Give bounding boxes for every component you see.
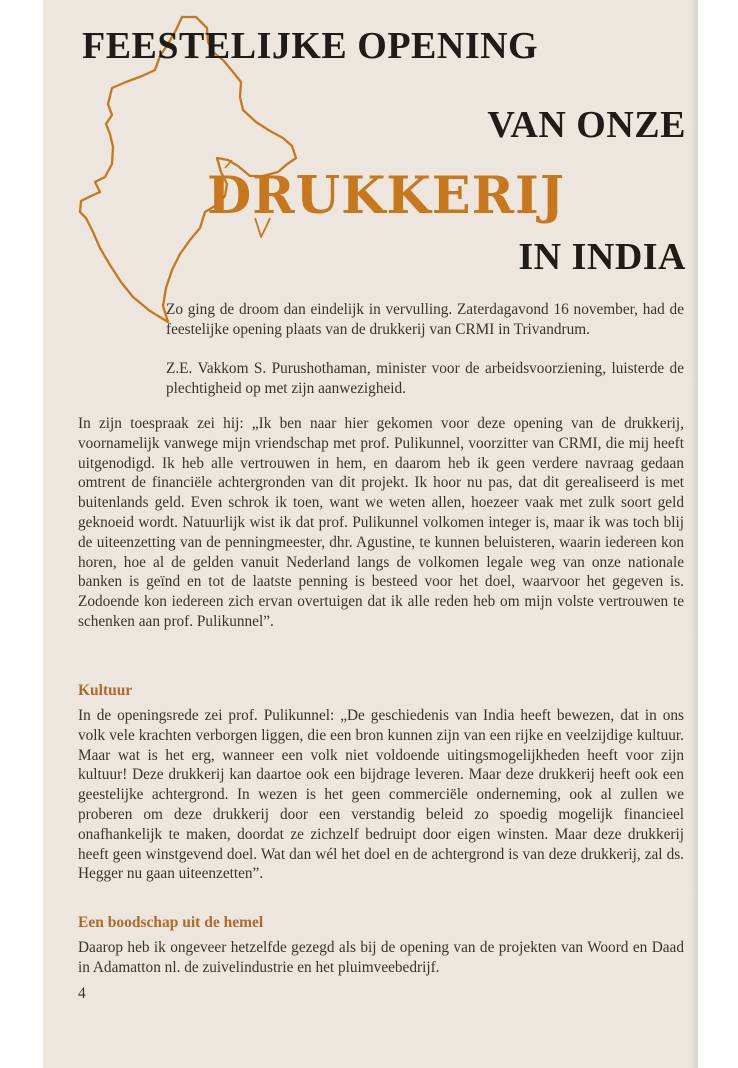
kultuur-paragraph: In de openingsrede zei prof. Pulikunnel: „De geschiedenis van India heeft bewezen, dat in ons volk vele krachten verborgen liggen, die een bron kunnen zijn van een rijke en veelzijdige kultuur. Maar wat is het erg, wanneer een volk niet voldoende uitingsmogelijkheden heeft voor zijn kultuur! Deze drukkerij kan daartoe ook een bijdrage leveren. Maar deze drukkerij heeft ook een geestelijke achtergrond. In wezen is het geen commerciële onderneming, ook al zullen we proberen om deze drukkerij door een verstandig beleid zo spoedig mogelijk financieel onafhankelijk te maken, doordat ze zichzelf bedruipt door eigen winsten. Maar deze drukkerij heeft geen winstgevend doel. Wat dan wél het doel en de achtergrond is van deze drukkerij, zal ds. Hegger nu gaan uiteenzetten”. xyxy=(78,707,684,883)
page-number: 4 xyxy=(78,985,86,1002)
boodschap-paragraph: Daarop heb ik ongeveer hetzelfde gezegd als bij de opening van de projekten van Woord en Daad in Adamatton nl. de zuivelindustrie en het pluimveebedrijf. xyxy=(78,939,684,976)
title-line-4: IN INDIA xyxy=(518,236,686,278)
intro-paragraph-2: Z.E. Vakkom S. Purushothaman, minister voor de arbeidsvoorziening, luisterde de plechtigheid op met zijn aanwezigheid. xyxy=(166,360,684,397)
section-heading-boodschap: Een boodschap uit de hemel xyxy=(78,914,264,931)
title-line-1: FEESTELIJKE OPENING xyxy=(82,25,539,67)
section-heading-kultuur: Kultuur xyxy=(78,682,133,699)
title-drukkerij: DRUKKERIJ xyxy=(207,166,565,226)
intro-paragraph-1: Zo ging de droom dan eindelijk in vervulling. Zaterdagavond 16 november, had de feestelijke opening plaats van de drukkerij van CRMI in Trivandrum. xyxy=(166,301,684,338)
speech-paragraph: In zijn toespraak zei hij: „Ik ben naar hier gekomen voor deze opening van de drukkerij, voornamelijk vanwege mijn vriendschap met prof. Pulikunnel, voorzitter van CRMI, die mij heeft uitgenodigd. Ik heb alle vertrouwen in hem, en daarom heb ik geen verdere navraag gedaan omtrent de financiële achtergronden van dit projekt. Ik hoor nu pas, dat dit gerealiseerd is met buitenlands geld. Even schrok ik toen, want we weten allen, hoezeer vaak met zulk soort geld geknoeid wordt. Natuurlijk wist ik dat prof. Pulikunnel volkomen integer is, maar ik was toch blij de uiteenzetting van de penningmeester, dhr. Agustine, te kunnen beluisteren, waarin iedereen kon horen, hoe al de gelden vanuit Nederland langs de volkomen legale weg van onze nationale banken is geïnd en tot de laatste penning is besteed voor het doel, waarvoor het gegeven is. Zodoende kon iedereen zich ervan overtuigen dat ik alle reden heb om mijn volste vertrouwen te schenken aan prof. Pulikunnel”. xyxy=(78,415,684,630)
title-line-2: VAN ONZE xyxy=(487,104,686,146)
